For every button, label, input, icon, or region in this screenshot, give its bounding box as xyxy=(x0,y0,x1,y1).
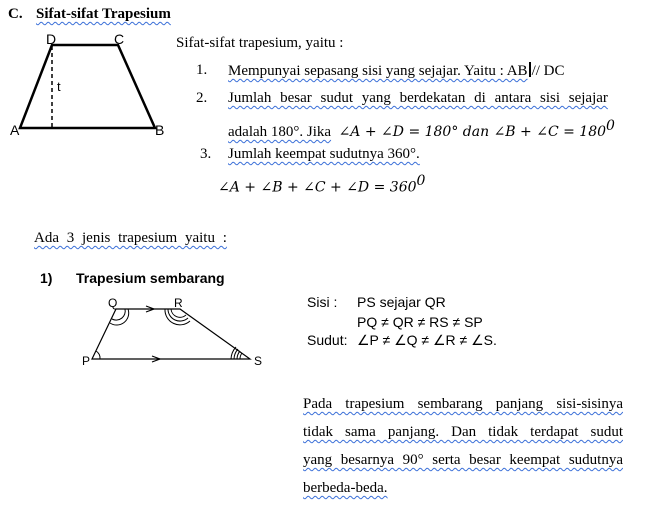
angle-s-arc2 xyxy=(237,351,240,359)
label-b: B xyxy=(155,122,165,138)
label-s: S xyxy=(254,354,263,368)
prop3-equation: ∠A + ∠B + ∠C + ∠D = $360^0$ xyxy=(218,173,426,196)
desc-line-1: Pada trapesium sembarang panjang sisi-sisinya xyxy=(303,396,623,412)
prop2-line2: adalah 180°. Jika ∠A + ∠D = 180° dan ∠B + ∠C = $180^0$ xyxy=(228,118,615,140)
prop3-number: 3. xyxy=(200,146,212,162)
types-intro: Ada 3 jenis trapesium yaitu : xyxy=(34,230,227,246)
desc-line-4: berbeda-beda. xyxy=(303,480,388,496)
section-letter: C. xyxy=(8,6,23,22)
section-title: Sifat-sifat Trapesium xyxy=(36,6,171,22)
type1-number: 1) xyxy=(40,270,53,286)
prop2-line1: Jumlah besar sudut yang berdekatan di antara sisi sejajar xyxy=(228,90,608,106)
label-t: t xyxy=(57,79,61,94)
label-c: C xyxy=(114,31,125,47)
label-a: A xyxy=(10,122,20,138)
label-q: Q xyxy=(108,296,118,310)
prop2-equation: ∠A + ∠D = 180° dan ∠B + ∠C = 180 xyxy=(338,124,607,140)
desc-line-3: yang besarnya 90° serta besar keempat sudutnya xyxy=(303,452,623,468)
sisi-line2: PQ ≠ QR ≠ RS ≠ SP xyxy=(357,314,483,330)
label-p: P xyxy=(82,354,91,368)
prop3-text: Jumlah keempat sudutnya 360°. xyxy=(228,146,420,162)
angle-s-arc1 xyxy=(240,353,242,359)
sisi-label: Sisi : xyxy=(307,294,338,310)
angle-p xyxy=(96,351,100,359)
label-d: D xyxy=(46,31,57,47)
trapezoid-figure xyxy=(0,28,175,143)
sisi-line1: PS sejajar QR xyxy=(357,294,446,310)
prop1-text: Mempunyai sepasang sisi yang sejajar. Yaitu : AB // DC xyxy=(228,63,565,79)
label-r: R xyxy=(174,296,183,310)
prop1-number: 1. xyxy=(196,62,208,78)
desc-line-2: tidak sama panjang. Dan tidak terdapat sudut xyxy=(303,424,623,440)
prop2-number: 2. xyxy=(196,90,208,106)
trapezoid-outline xyxy=(20,45,155,128)
properties-intro: Sifat-sifat trapesium, yaitu : xyxy=(176,35,344,51)
type1-title: Trapesium sembarang xyxy=(76,270,225,286)
sudut-text: ∠P ≠ ∠Q ≠ ∠R ≠ ∠S. xyxy=(357,332,497,348)
sudut-label: Sudut: xyxy=(307,332,348,348)
trapezoid-pqrs-figure xyxy=(80,295,270,375)
angle-r-arc1 xyxy=(171,309,186,317)
